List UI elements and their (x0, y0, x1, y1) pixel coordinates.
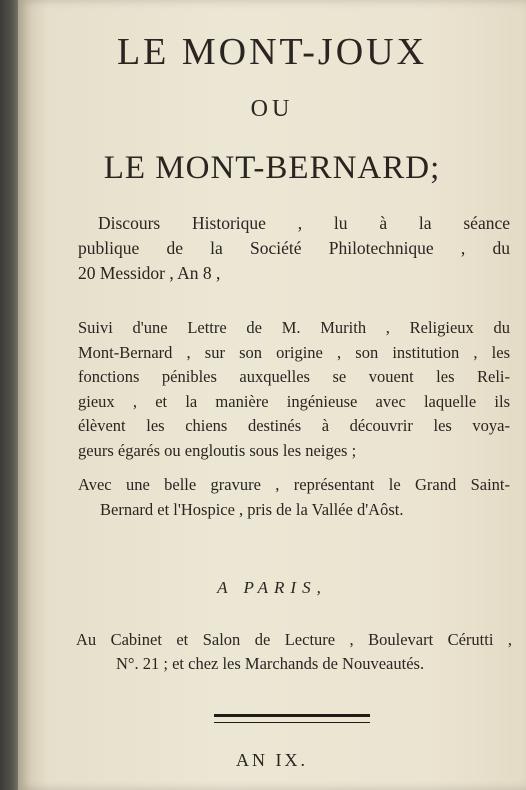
engraving-line: Bernard et l'Hospice , pris de la Vallée d'Aôst. (100, 500, 404, 519)
letter-line: Mont-Bernard , sur son origine , son institution , les (78, 342, 510, 362)
imprint-line: Au Cabinet et Salon de Lecture , Boulevart Cérutti , (76, 630, 512, 649)
title-line-2: OU (250, 96, 294, 122)
title-page (18, 0, 526, 790)
engraving-paragraph (78, 472, 510, 522)
discourse-line: 20 Messidor , An 8 , (78, 263, 221, 283)
letter-line: gieux , et la manière ingénieuse avec laquelle ils (78, 391, 510, 411)
letter-line: Suivi d'une Lettre de M. Murith , Religieux du (78, 318, 510, 337)
publication-year: AN IX. (236, 750, 308, 770)
double-rule-thin (214, 722, 370, 723)
discourse-line: publique de la Société Philotechnique , du (78, 238, 510, 258)
imprint-publisher (76, 628, 512, 676)
discourse-line: Discours Historique , lu à la séance (98, 213, 510, 233)
imprint-line: N°. 21 ; et chez les Marchands de Nouveautés. (116, 654, 425, 673)
engraving-line: Avec une belle gravure , représentant le Grand Saint- (78, 475, 510, 494)
letter-line: élèvent les chiens destinés à découvrir les voya- (78, 416, 510, 435)
letter-line: geurs égarés ou engloutis sous les neiges ; (78, 440, 357, 460)
title-line-3: LE MONT-BERNARD; (103, 150, 441, 186)
double-rule-thick (214, 714, 370, 717)
discourse-paragraph (78, 211, 510, 286)
title-line-1: LE MONT-JOUX (116, 31, 428, 73)
imprint-city: A PARIS, (217, 578, 327, 597)
letter-line: fonctions pénibles auxquelles se vouent les Reli- (78, 367, 510, 386)
letter-paragraph (78, 316, 510, 463)
